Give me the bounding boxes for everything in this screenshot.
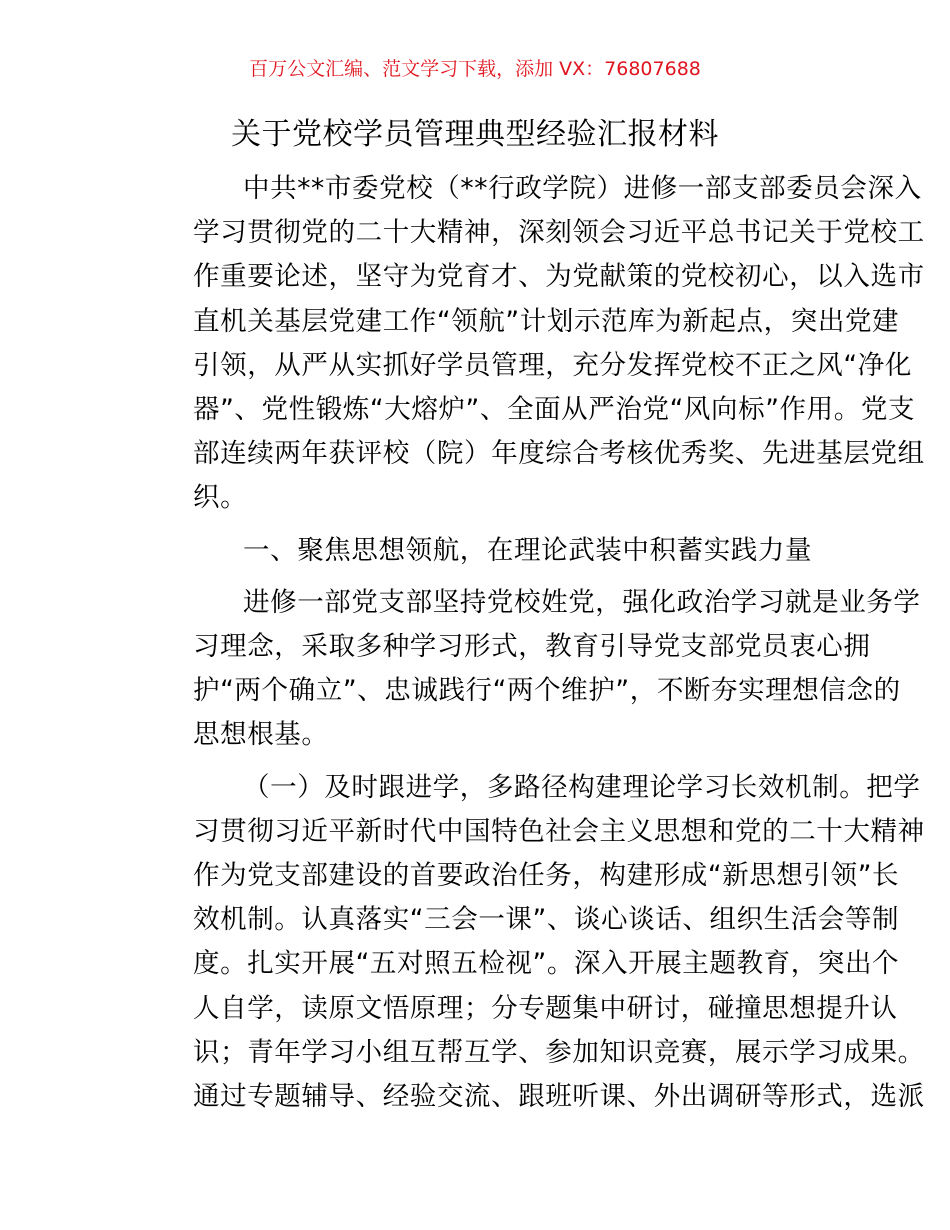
- text-line: 识；青年学习小组互帮互学、参加知识竞赛，展示学习成果。: [193, 1036, 925, 1068]
- text-line: 引领，从严从实抓好学员管理，充分发挥党校不正之风“净化: [193, 349, 912, 381]
- document-title: 关于党校学员管理典型经验汇报材料: [231, 117, 719, 152]
- text-line: 度。扎实开展“五对照五检视”。深入开展主题教育，突出个: [193, 948, 900, 980]
- text-line: 直机关基层党建工作“领航”计划示范库为新起点，突出党建: [193, 305, 900, 337]
- text-line: 思想根基。: [193, 719, 329, 751]
- text-line: 织。: [193, 482, 248, 514]
- text-line: 作为党支部建设的首要政治任务，构建形成“新思想引领”长: [193, 860, 900, 892]
- text-line: 效机制。认真落实“三会一课”、谈心谈话、组织生活会等制: [193, 904, 900, 936]
- text-line: 进修一部党支部坚持党校姓党，强化政治学习就是业务学: [243, 586, 921, 618]
- paragraph-intro: [140, 167, 925, 521]
- text-line: 中共**市委党校（**行政学院）进修一部支部委员会深入: [243, 173, 922, 204]
- text-line: 习理念，采取多种学习形式，教育引导党支部党员衷心拥: [193, 631, 871, 663]
- heading-line: 一、聚焦思想领航，在理论武装中积蓄实践力量: [243, 534, 813, 566]
- text-line: 习贯彻习近平新时代中国特色社会主义思想和党的二十大精神: [193, 815, 925, 847]
- paragraph-section-1-intro: [140, 581, 921, 758]
- text-line: 部连续两年获评校（院）年度综合考核优秀奖、先进基层党组: [193, 438, 925, 470]
- text-line: 器”、党性锻炼“大熔炉”、全面从严治党“风向标”作用。党支: [193, 394, 916, 426]
- text-line: 护“两个确立”、忠诚践行“两个维护”，不断夯实理想信念的: [193, 675, 901, 707]
- text-line: 通过专题辅导、经验交流、跟班听课、外出调研等形式，选派: [193, 1081, 925, 1113]
- document-body: [140, 167, 925, 1119]
- watermark-header: 百万公文汇编、范文学习下载，添加 VX：76807688: [249, 58, 701, 80]
- text-line: 人自学，读原文悟原理；分专题集中研讨，碰撞思想提升认: [193, 992, 898, 1024]
- paragraph-subsection-1: [140, 766, 925, 1120]
- text-line: 学习贯彻党的二十大精神，深刻领会习近平总书记关于党校工: [193, 217, 925, 249]
- text-line: （一）及时跟进学，多路径构建理论学习长效机制。把学: [243, 771, 921, 803]
- section-heading-1: [140, 529, 812, 573]
- text-line: 作重要论述，坚守为党育才、为党献策的党校初心，以入选市: [193, 261, 925, 293]
